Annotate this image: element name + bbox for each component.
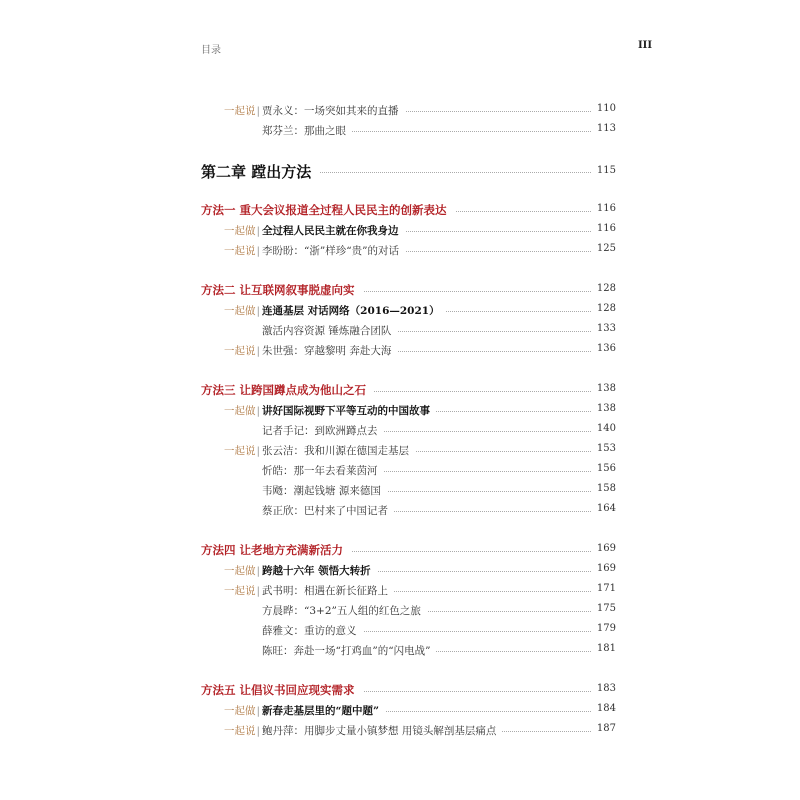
toc-entry-title: 薛雅文：重访的意义 [262,623,363,638]
toc-entry-tag [224,243,260,258]
toc-entry-page-number: 128 [591,303,616,314]
toc-entry-title: 全过程人民民主就在你我身边 [262,223,405,238]
toc-entry-title: 激活内容资源 锤炼融合团队 [262,323,397,338]
toc-entry-tag-label: 一起说 [224,585,256,597]
toc-entry-tag-label: 一起做 [224,405,256,417]
toc-entry-title: 贾永义：一场突如其来的直播 [262,103,405,118]
toc-entry-title: 方法二 让互联网叙事脱虚向实 [201,282,363,298]
tag-separator: | [256,305,261,317]
toc-item-entry[interactable] [0,641,800,659]
toc-entry-tag [224,723,260,738]
toc-item-entry[interactable] [0,501,800,519]
toc-item-entry[interactable] [0,341,800,359]
toc-entry-tag-label: 一起说 [224,345,256,357]
toc-entry-page-number: 110 [591,103,616,114]
toc-entry-tag [224,103,260,118]
toc-entry-tag [224,563,260,578]
toc-entry-page-number: 164 [591,503,616,514]
toc-entry-title: 方法一 重大会议报道全过程人民民主的创新表达 [201,202,455,218]
toc-entry-page-number: 136 [591,343,616,354]
toc-entry-page-number: 181 [591,643,616,654]
tag-separator: | [256,565,261,577]
toc-method-entry[interactable] [0,281,800,299]
toc-entry-title: 记者手记：到欧洲蹲点去 [262,423,384,438]
toc-item-entry[interactable] [0,441,800,459]
toc-entry-tag-label: 一起说 [224,445,256,457]
toc-entry-title: 方法四 让老地方充满新活力 [201,542,351,558]
toc-item-entry[interactable] [0,121,800,139]
toc-entry-page-number: 140 [591,423,616,434]
toc-item-entry[interactable] [0,481,800,499]
tag-separator: | [256,105,261,117]
running-header-title: 目录 [201,45,221,56]
toc-entry-tag [224,443,260,458]
toc-entry-tag-label: 一起说 [224,725,256,737]
toc-entry-page-number: 113 [591,123,616,134]
toc-item-entry[interactable] [0,221,800,239]
toc-item-entry[interactable] [0,321,800,339]
toc-entry-page-number: 175 [591,603,616,614]
tag-separator: | [256,445,261,457]
toc-entry-title: 方晨晔：“3+2”五人组的红色之旅 [262,603,427,618]
toc-entry-tag [224,343,260,358]
toc-entry-page-number: 138 [591,383,616,394]
toc-entry-tag-label: 一起做 [224,705,256,717]
toc-entry-page-number: 156 [591,463,616,474]
toc-entry-title: 韦飏：潮起钱塘 源来德国 [262,483,387,498]
toc-entry-title: 讲好国际视野下平等互动的中国故事 [262,403,436,418]
toc-entry-tag-label: 一起做 [224,225,256,237]
toc-item-entry[interactable] [0,461,800,479]
toc-entry-title: 连通基层 对话网络（2016—2021） [262,303,446,318]
toc-entry-title: 跨越十六年 领悟大转折 [262,563,377,578]
toc-entry-page-number: 158 [591,483,616,494]
toc-entry-tag [224,403,260,418]
toc-entry-page-number: 128 [591,283,616,294]
toc-entry-page-number: 171 [591,583,616,594]
toc-entry-title: 陈旺：奔赴一场“打鸡血”的“闪电战” [262,643,436,658]
toc-entry-tag [224,583,260,598]
toc-item-entry[interactable] [0,301,800,319]
toc-entry-title: 张云洁：我和川源在德国走基层 [262,443,415,458]
toc-entry-page-number: 116 [591,203,616,214]
toc-entry-page-number: 184 [591,703,616,714]
toc-entry-title: 武书明：相遇在新长征路上 [262,583,394,598]
toc-entry-page-number: 116 [591,223,616,234]
toc-entry-tag [224,223,260,238]
toc-method-entry[interactable] [0,201,800,219]
toc-item-entry[interactable] [0,101,800,119]
toc-entry-page-number: 115 [591,165,616,176]
toc-entry-title: 新春走基层里的“题中题” [262,703,385,718]
toc-entry-title: 忻皓：那一年去看莱茵河 [262,463,384,478]
tag-separator: | [256,225,261,237]
toc-item-entry[interactable] [0,721,800,739]
toc-item-entry[interactable] [0,621,800,639]
toc-item-entry[interactable] [0,241,800,259]
toc-entry-page-number: 138 [591,403,616,414]
toc-entry-page-number: 179 [591,623,616,634]
toc-entry-tag-label: 一起说 [224,105,256,117]
toc-entry-title: 李盼盼：“浙”样珍“贵”的对话 [262,243,405,258]
toc-method-entry[interactable] [0,381,800,399]
toc-entry-title: 第二章 蹚出方法 [201,161,319,182]
toc-entry-page-number: 169 [591,543,616,554]
toc-entry-page-number: 153 [591,443,616,454]
tag-separator: | [256,245,261,257]
toc-item-entry[interactable] [0,421,800,439]
toc-item-entry[interactable] [0,401,800,419]
toc-item-entry[interactable] [0,581,800,599]
toc-entry-title: 蔡正欣：巴村来了中国记者 [262,503,394,518]
toc-entry-page-number: 183 [591,683,616,694]
tag-separator: | [256,585,261,597]
toc-entry-tag-label: 一起做 [224,565,256,577]
page-number-roman: III [638,40,653,51]
tag-separator: | [256,345,261,357]
toc-entry-tag-label: 一起做 [224,305,256,317]
tag-separator: | [256,705,261,717]
toc-chapter-entry[interactable] [0,161,800,179]
toc-entry-page-number: 187 [591,723,616,734]
toc-entry-title: 郑芬兰：那曲之眼 [262,123,352,138]
toc-method-entry[interactable] [0,541,800,559]
toc-entry-title: 鲍丹萍：用脚步丈量小镇梦想 用镜头解剖基层痛点 [262,723,502,738]
toc-item-entry[interactable] [0,701,800,719]
toc-item-entry[interactable] [0,601,800,619]
toc-entry-page-number: 125 [591,243,616,254]
toc-entry-page-number: 169 [591,563,616,574]
toc-entry-page-number: 133 [591,323,616,334]
toc-method-entry[interactable] [0,681,800,699]
toc-item-entry[interactable] [0,561,800,579]
tag-separator: | [256,405,261,417]
tag-separator: | [256,725,261,737]
toc-entry-title: 方法三 让跨国蹲点成为他山之石 [201,382,374,398]
toc-entry-tag [224,303,260,318]
toc-entry-title: 朱世强：穿越黎明 奔赴大海 [262,343,397,358]
toc-entry-title: 方法五 让倡议书回应现实需求 [201,682,363,698]
toc-entry-tag [224,703,260,718]
toc-entry-tag-label: 一起说 [224,245,256,257]
